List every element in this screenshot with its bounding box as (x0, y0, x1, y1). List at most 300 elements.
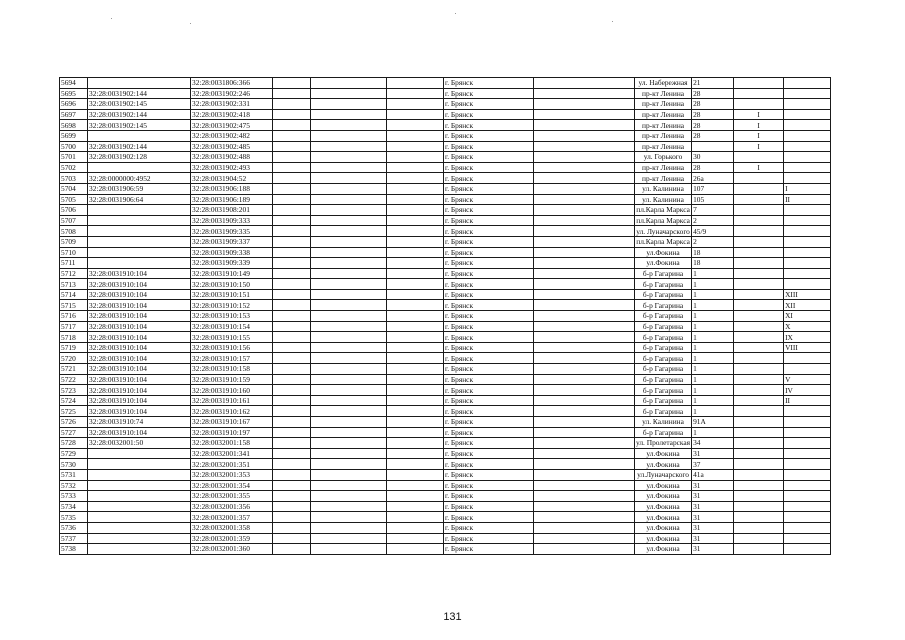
cadastral-number-cell: 32:28:0031902:482 (191, 130, 273, 141)
city-cell: г. Брянск (444, 88, 534, 99)
blank-cell-spacer (387, 311, 444, 322)
parent-cadastral-cell (88, 78, 191, 89)
cadastral-number-cell: 32:28:0032001:341 (191, 448, 273, 459)
row-number-cell: 5722 (60, 374, 88, 385)
blank-cell-spacer (387, 289, 444, 300)
city-cell: г. Брянск (444, 226, 534, 237)
row-number-cell: 5707 (60, 215, 88, 226)
house-number-cell: 30 (692, 152, 734, 163)
marker-cell (734, 448, 784, 459)
street-cell: пр-кт Ленина (635, 173, 692, 184)
house-number-cell: 2 (692, 236, 734, 247)
cadastral-number-cell: 32:28:0031906:188 (191, 183, 273, 194)
street-cell: ул.Фокина (635, 512, 692, 523)
parent-cadastral-cell (88, 258, 191, 269)
blank-cell-b (311, 332, 387, 343)
row-number-cell: 5708 (60, 226, 88, 237)
room-number-cell (784, 491, 831, 502)
blank-cell-c (534, 141, 635, 152)
blank-cell-b (311, 236, 387, 247)
street-cell: ул.Фокина (635, 491, 692, 502)
street-cell: пр-кт Ленина (635, 130, 692, 141)
city-cell: г. Брянск (444, 544, 534, 555)
parent-cadastral-cell (88, 205, 191, 216)
row-number-cell: 5696 (60, 99, 88, 110)
blank-cell-b (311, 258, 387, 269)
room-number-cell: XI (784, 311, 831, 322)
city-cell: г. Брянск (444, 469, 534, 480)
room-number-cell (784, 469, 831, 480)
row-number-cell: 5733 (60, 491, 88, 502)
table-row (60, 236, 831, 247)
register-table-body (60, 78, 831, 555)
blank-cell-a (273, 226, 311, 237)
blank-cell-c (534, 533, 635, 544)
row-number-cell: 5712 (60, 268, 88, 279)
table-row (60, 152, 831, 163)
row-number-cell: 5699 (60, 130, 88, 141)
house-number-cell: 31 (692, 533, 734, 544)
street-cell: б-р Гагарина (635, 289, 692, 300)
parent-cadastral-cell: 32:28:0031910:104 (88, 332, 191, 343)
blank-cell-a (273, 258, 311, 269)
blank-cell-a (273, 141, 311, 152)
blank-cell-b (311, 459, 387, 470)
room-number-cell (784, 459, 831, 470)
parent-cadastral-cell: 32:28:0031902:128 (88, 152, 191, 163)
blank-cell-c (534, 258, 635, 269)
cadastral-number-cell: 32:28:0031904:52 (191, 173, 273, 184)
house-number-cell: 28 (692, 109, 734, 120)
street-cell: пл.Карла Маркса (636, 237, 690, 247)
table-row (60, 438, 831, 449)
cadastral-number-cell: 32:28:0031910:155 (191, 332, 273, 343)
row-number-cell: 5711 (60, 258, 88, 269)
row-number-cell: 5735 (60, 512, 88, 523)
blank-cell-b (311, 427, 387, 438)
row-number-cell: 5738 (60, 544, 88, 555)
row-number-cell: 5715 (60, 300, 88, 311)
city-cell: г. Брянск (444, 321, 534, 332)
house-number-cell: 2 (692, 215, 734, 226)
house-number-cell: 28 (692, 162, 734, 173)
blank-cell-a (273, 279, 311, 290)
blank-cell-a (273, 501, 311, 512)
blank-cell-a (273, 268, 311, 279)
city-cell: г. Брянск (444, 353, 534, 364)
house-number-cell: 31 (692, 491, 734, 502)
blank-cell-b (311, 300, 387, 311)
blank-cell-c (534, 374, 635, 385)
house-number-cell: 18 (692, 258, 734, 269)
blank-cell-c (534, 99, 635, 110)
city-cell: г. Брянск (444, 109, 534, 120)
blank-cell-b (311, 491, 387, 502)
cadastral-number-cell: 32:28:0031806:366 (191, 78, 273, 89)
blank-cell-spacer (387, 512, 444, 523)
page-number: 131 (443, 611, 462, 623)
table-row (60, 522, 831, 533)
cadastral-number-cell: 32:28:0031902:493 (191, 162, 273, 173)
parent-cadastral-cell: 32:28:0031910:104 (88, 427, 191, 438)
blank-cell-c (534, 353, 635, 364)
parent-cadastral-cell: 32:28:0031910:104 (88, 289, 191, 300)
parent-cadastral-cell (88, 469, 191, 480)
cadastral-number-cell: 32:28:0031910:149 (191, 268, 273, 279)
marker-cell (734, 480, 784, 491)
house-number-cell: 1 (692, 395, 734, 406)
marker-cell (734, 236, 784, 247)
row-number-cell: 5695 (60, 88, 88, 99)
row-number-cell: 5701 (60, 152, 88, 163)
blank-cell-spacer (387, 173, 444, 184)
blank-cell-c (534, 469, 635, 480)
house-number-cell: 21 (692, 78, 734, 89)
parent-cadastral-cell (88, 236, 191, 247)
blank-cell-spacer (387, 374, 444, 385)
blank-cell-a (273, 533, 311, 544)
blank-cell-a (273, 173, 311, 184)
blank-cell-b (311, 226, 387, 237)
room-number-cell (784, 544, 831, 555)
table-row (60, 544, 831, 555)
street-cell: пр-кт Ленина (635, 109, 692, 120)
house-number-cell: 28 (692, 99, 734, 110)
room-number-cell (784, 130, 831, 141)
table-row (60, 448, 831, 459)
blank-cell-spacer (387, 268, 444, 279)
table-row (60, 427, 831, 438)
blank-cell-b (311, 438, 387, 449)
parent-cadastral-cell: 32:28:0032001:50 (88, 438, 191, 449)
city-cell: г. Брянск (444, 501, 534, 512)
street-cell: пр-кт Ленина (635, 141, 692, 152)
room-number-cell (784, 226, 831, 237)
table-row (60, 183, 831, 194)
marker-cell (734, 469, 784, 480)
blank-cell-spacer (387, 109, 444, 120)
parent-cadastral-cell: 32:28:0031910:74 (88, 417, 191, 428)
marker-cell (734, 268, 784, 279)
cadastral-number-cell: 32:28:0031910:153 (191, 311, 273, 322)
city-cell: г. Брянск (444, 99, 534, 110)
blank-cell-spacer (387, 406, 444, 417)
city-cell: г. Брянск (444, 268, 534, 279)
blank-cell-a (273, 480, 311, 491)
cadastral-number-cell: 32:28:0032001:356 (191, 501, 273, 512)
row-number-cell: 5700 (60, 141, 88, 152)
cadastral-number-cell: 32:28:0031902:488 (191, 152, 273, 163)
blank-cell-b (311, 311, 387, 322)
room-number-cell (784, 78, 831, 89)
cadastral-number-cell: 32:28:0031909:333 (191, 215, 273, 226)
row-number-cell: 5723 (60, 385, 88, 396)
cadastral-number-cell: 32:28:0032001:355 (191, 491, 273, 502)
marker-cell (734, 321, 784, 332)
blank-cell-a (273, 364, 311, 375)
marker-cell (734, 226, 784, 237)
room-number-cell (784, 353, 831, 364)
room-number-cell (784, 480, 831, 491)
cadastral-number-cell: 32:28:0032001:354 (191, 480, 273, 491)
street-cell: ул. Калинина (635, 194, 692, 205)
street-cell: ул. Пролетарская (636, 438, 691, 448)
blank-cell-c (534, 342, 635, 353)
house-number-cell: 31 (692, 522, 734, 533)
marker-cell (734, 438, 784, 449)
blank-cell-spacer (387, 342, 444, 353)
table-row (60, 533, 831, 544)
city-cell: г. Брянск (444, 162, 534, 173)
row-number-cell: 5694 (60, 78, 88, 89)
blank-cell-a (273, 448, 311, 459)
row-number-cell: 5721 (60, 364, 88, 375)
blank-cell-spacer (387, 258, 444, 269)
marker-cell (734, 395, 784, 406)
marker-cell (734, 289, 784, 300)
table-row (60, 258, 831, 269)
city-cell: г. Брянск (444, 512, 534, 523)
parent-cadastral-cell: 32:28:0031910:104 (88, 321, 191, 332)
cadastral-number-cell: 32:28:0031910:151 (191, 289, 273, 300)
blank-cell-spacer (387, 300, 444, 311)
register-table (59, 77, 831, 555)
cadastral-number-cell: 32:28:0031910:152 (191, 300, 273, 311)
blank-cell-c (534, 215, 635, 226)
row-number-cell: 5726 (60, 417, 88, 428)
city-cell: г. Брянск (444, 78, 534, 89)
city-cell: г. Брянск (444, 300, 534, 311)
table-row (60, 342, 831, 353)
parent-cadastral-cell: 32:28:0031910:104 (88, 268, 191, 279)
marker-cell (734, 522, 784, 533)
table-row (60, 332, 831, 343)
blank-cell-b (311, 374, 387, 385)
street-cell: ул. Набережная (635, 78, 692, 89)
blank-cell-spacer (387, 279, 444, 290)
house-number-cell: 1 (692, 353, 734, 364)
blank-cell-spacer (387, 99, 444, 110)
cadastral-number-cell: 32:28:0031906:189 (191, 194, 273, 205)
table-row (60, 311, 831, 322)
blank-cell-spacer (387, 522, 444, 533)
house-number-cell: 28 (692, 88, 734, 99)
blank-cell-a (273, 469, 311, 480)
parent-cadastral-cell: 32:28:0031910:104 (88, 300, 191, 311)
blank-cell-c (534, 332, 635, 343)
blank-cell-c (534, 279, 635, 290)
row-number-cell: 5703 (60, 173, 88, 184)
marker-cell (734, 501, 784, 512)
street-cell: ул. Калинина (635, 183, 692, 194)
table-row (60, 300, 831, 311)
parent-cadastral-cell: 32:28:0031910:104 (88, 395, 191, 406)
blank-cell-b (311, 417, 387, 428)
blank-cell-b (311, 522, 387, 533)
room-number-cell (784, 247, 831, 258)
street-cell: пл.Карла Маркса (636, 216, 690, 226)
blank-cell-a (273, 544, 311, 555)
marker-cell (734, 342, 784, 353)
cadastral-number-cell: 32:28:0031910:159 (191, 374, 273, 385)
table-row (60, 395, 831, 406)
marker-cell: I (734, 130, 784, 141)
parent-cadastral-cell (88, 512, 191, 523)
street-cell: пр-кт Ленина (635, 99, 692, 110)
cadastral-number-cell: 32:28:0031910:156 (191, 342, 273, 353)
street-cell: ул.Фокина (635, 501, 692, 512)
scan-speck (190, 23, 191, 24)
room-number-cell (784, 173, 831, 184)
parent-cadastral-cell: 32:28:0031902:144 (88, 88, 191, 99)
blank-cell-b (311, 364, 387, 375)
row-number-cell: 5728 (60, 438, 88, 449)
street-cell: ул.Фокина (635, 258, 692, 269)
cadastral-number-cell: 32:28:0031909:337 (191, 236, 273, 247)
blank-cell-a (273, 374, 311, 385)
parent-cadastral-cell: 32:28:0031902:145 (88, 99, 191, 110)
blank-cell-a (273, 406, 311, 417)
city-cell: г. Брянск (444, 183, 534, 194)
blank-cell-c (534, 385, 635, 396)
house-number-cell (692, 141, 734, 152)
room-number-cell (784, 406, 831, 417)
marker-cell: I (734, 109, 784, 120)
table-row (60, 321, 831, 332)
blank-cell-b (311, 289, 387, 300)
row-number-cell: 5704 (60, 183, 88, 194)
house-number-cell: 1 (692, 385, 734, 396)
parent-cadastral-cell: 32:28:0031902:144 (88, 109, 191, 120)
parent-cadastral-cell: 32:28:0031910:104 (88, 279, 191, 290)
house-number-cell: 1 (692, 427, 734, 438)
blank-cell-a (273, 194, 311, 205)
marker-cell (734, 88, 784, 99)
marker-cell (734, 279, 784, 290)
parent-cadastral-cell (88, 522, 191, 533)
blank-cell-c (534, 247, 635, 258)
table-row (60, 491, 831, 502)
blank-cell-a (273, 99, 311, 110)
row-number-cell: 5710 (60, 247, 88, 258)
blank-cell-b (311, 247, 387, 258)
blank-cell-a (273, 205, 311, 216)
blank-cell-spacer (387, 364, 444, 375)
blank-cell-spacer (387, 501, 444, 512)
room-number-cell (784, 236, 831, 247)
blank-cell-b (311, 342, 387, 353)
blank-cell-b (311, 385, 387, 396)
row-number-cell: 5697 (60, 109, 88, 120)
blank-cell-b (311, 395, 387, 406)
blank-cell-c (534, 321, 635, 332)
row-number-cell: 5713 (60, 279, 88, 290)
blank-cell-b (311, 130, 387, 141)
street-cell: б-р Гагарина (635, 321, 692, 332)
marker-cell (734, 364, 784, 375)
blank-cell-b (311, 120, 387, 131)
room-number-cell: VIII (784, 342, 831, 353)
blank-cell-a (273, 78, 311, 89)
table-row (60, 130, 831, 141)
blank-cell-c (534, 427, 635, 438)
house-number-cell: 107 (692, 183, 734, 194)
room-number-cell (784, 501, 831, 512)
street-cell: б-р Гагарина (635, 279, 692, 290)
blank-cell-b (311, 321, 387, 332)
city-cell: г. Брянск (444, 438, 534, 449)
table-row (60, 109, 831, 120)
parent-cadastral-cell (88, 162, 191, 173)
row-number-cell: 5702 (60, 162, 88, 173)
marker-cell (734, 99, 784, 110)
city-cell: г. Брянск (444, 522, 534, 533)
parent-cadastral-cell (88, 226, 191, 237)
blank-cell-a (273, 236, 311, 247)
table-row (60, 99, 831, 110)
marker-cell (734, 173, 784, 184)
blank-cell-c (534, 183, 635, 194)
house-number-cell: 37 (692, 459, 734, 470)
room-number-cell: IX (784, 332, 831, 343)
table-row (60, 279, 831, 290)
row-number-cell: 5731 (60, 469, 88, 480)
city-cell: г. Брянск (444, 279, 534, 290)
marker-cell (734, 385, 784, 396)
marker-cell (734, 417, 784, 428)
street-cell: пр-кт Ленина (635, 120, 692, 131)
city-cell: г. Брянск (444, 205, 534, 216)
city-cell: г. Брянск (444, 120, 534, 131)
house-number-cell: 1 (692, 289, 734, 300)
cadastral-number-cell: 32:28:0031909:339 (191, 258, 273, 269)
blank-cell-a (273, 385, 311, 396)
blank-cell-a (273, 438, 311, 449)
blank-cell-spacer (387, 236, 444, 247)
blank-cell-c (534, 417, 635, 428)
marker-cell (734, 533, 784, 544)
marker-cell (734, 353, 784, 364)
blank-cell-c (534, 501, 635, 512)
street-cell: б-р Гагарина (635, 311, 692, 322)
marker-cell: I (734, 162, 784, 173)
table-row (60, 374, 831, 385)
cadastral-number-cell: 32:28:0031910:150 (191, 279, 273, 290)
blank-cell-c (534, 448, 635, 459)
house-number-cell: 1 (692, 279, 734, 290)
blank-cell-c (534, 109, 635, 120)
room-number-cell (784, 205, 831, 216)
blank-cell-b (311, 109, 387, 120)
cadastral-number-cell: 32:28:0031910:157 (191, 353, 273, 364)
blank-cell-a (273, 321, 311, 332)
blank-cell-b (311, 544, 387, 555)
street-cell: пр-кт Ленина (635, 162, 692, 173)
room-number-cell (784, 141, 831, 152)
house-number-cell: 18 (692, 247, 734, 258)
room-number-cell (784, 364, 831, 375)
cadastral-number-cell: 32:28:0031910:167 (191, 417, 273, 428)
house-number-cell: 31 (692, 448, 734, 459)
table-row (60, 512, 831, 523)
street-cell: ул.Фокина (635, 247, 692, 258)
table-row (60, 88, 831, 99)
blank-cell-spacer (387, 141, 444, 152)
blank-cell-a (273, 417, 311, 428)
blank-cell-c (534, 289, 635, 300)
room-number-cell (784, 417, 831, 428)
row-number-cell: 5714 (60, 289, 88, 300)
